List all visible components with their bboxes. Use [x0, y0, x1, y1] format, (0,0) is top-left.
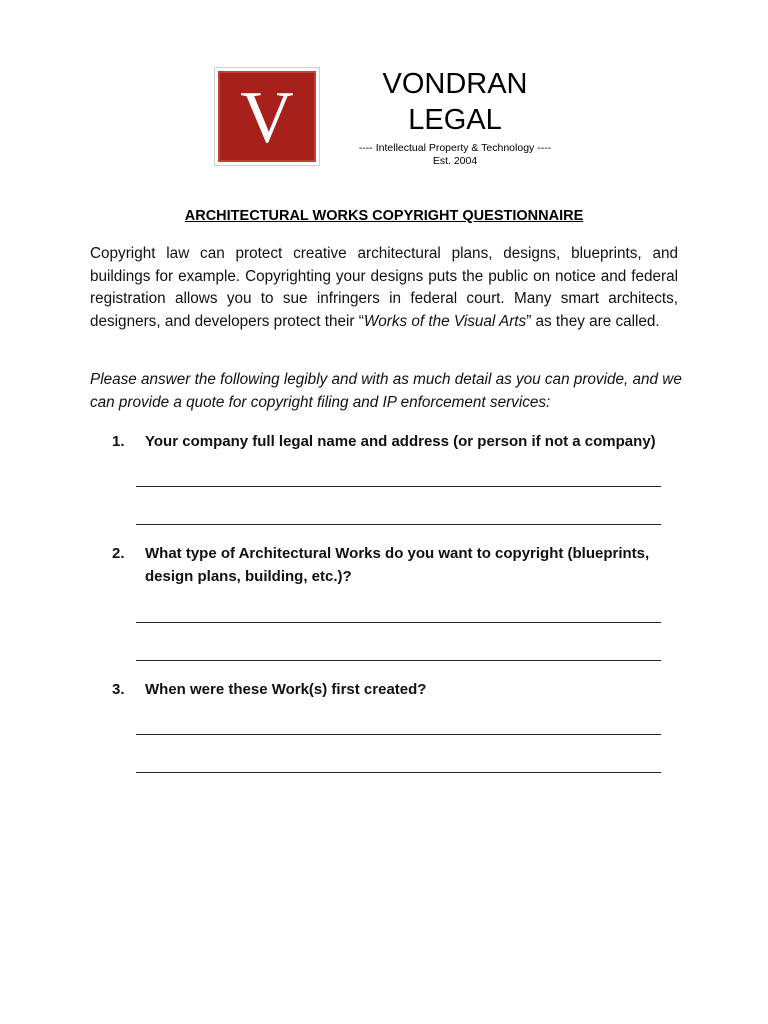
question-number: 1. — [112, 433, 125, 450]
firm-tagline: ---- Intellectual Property & Technology ---- — [358, 142, 552, 154]
intro-text-start: Copyright law can protect creative architectural plans, designs, blueprints, and buildings for example. Copyrighting your designs puts the public on notice and federal registration allows you to sue infringers in federal court. Many smart architects, designers, and developers protect their “ — [90, 245, 678, 330]
answer-line-3b[interactable] — [136, 772, 661, 773]
logo-letter: V — [240, 76, 294, 159]
firm-name-line1: VONDRAN — [382, 68, 528, 100]
logo-emblem — [218, 71, 316, 162]
intro-text-end: ” as they are called. — [526, 312, 660, 330]
question-text: When were these Work(s) first created? — [145, 681, 427, 698]
intro-italic-phrase: Works of the Visual Arts — [363, 312, 527, 330]
answer-line-2a[interactable] — [136, 622, 661, 623]
intro-paragraph — [90, 243, 678, 333]
question-text: Your company full legal name and address (or person if not a company) — [145, 433, 656, 450]
answer-line-3a[interactable] — [136, 734, 661, 735]
answer-line-1a[interactable] — [136, 486, 661, 487]
firm-name-line2: LEGAL — [408, 104, 502, 136]
answer-line-2b[interactable] — [136, 660, 661, 661]
instructions-paragraph: Please answer the following legibly and with as much detail as you can provide, and we can provide a quote for copyright filing and IP enforcement services: — [90, 371, 682, 411]
firm-logo — [214, 67, 320, 166]
question-number: 3. — [112, 681, 125, 698]
question-text: What type of Architectural Works do you want to copyright (blueprints, design plans, building, etc.)? — [145, 545, 650, 585]
answer-line-1b[interactable] — [136, 524, 661, 525]
firm-established: Est. 2004 — [432, 155, 478, 167]
document-title: ARCHITECTURAL WORKS COPYRIGHT QUESTIONNAIRE — [184, 208, 584, 224]
firm-header — [330, 66, 580, 168]
question-number: 2. — [112, 545, 125, 562]
